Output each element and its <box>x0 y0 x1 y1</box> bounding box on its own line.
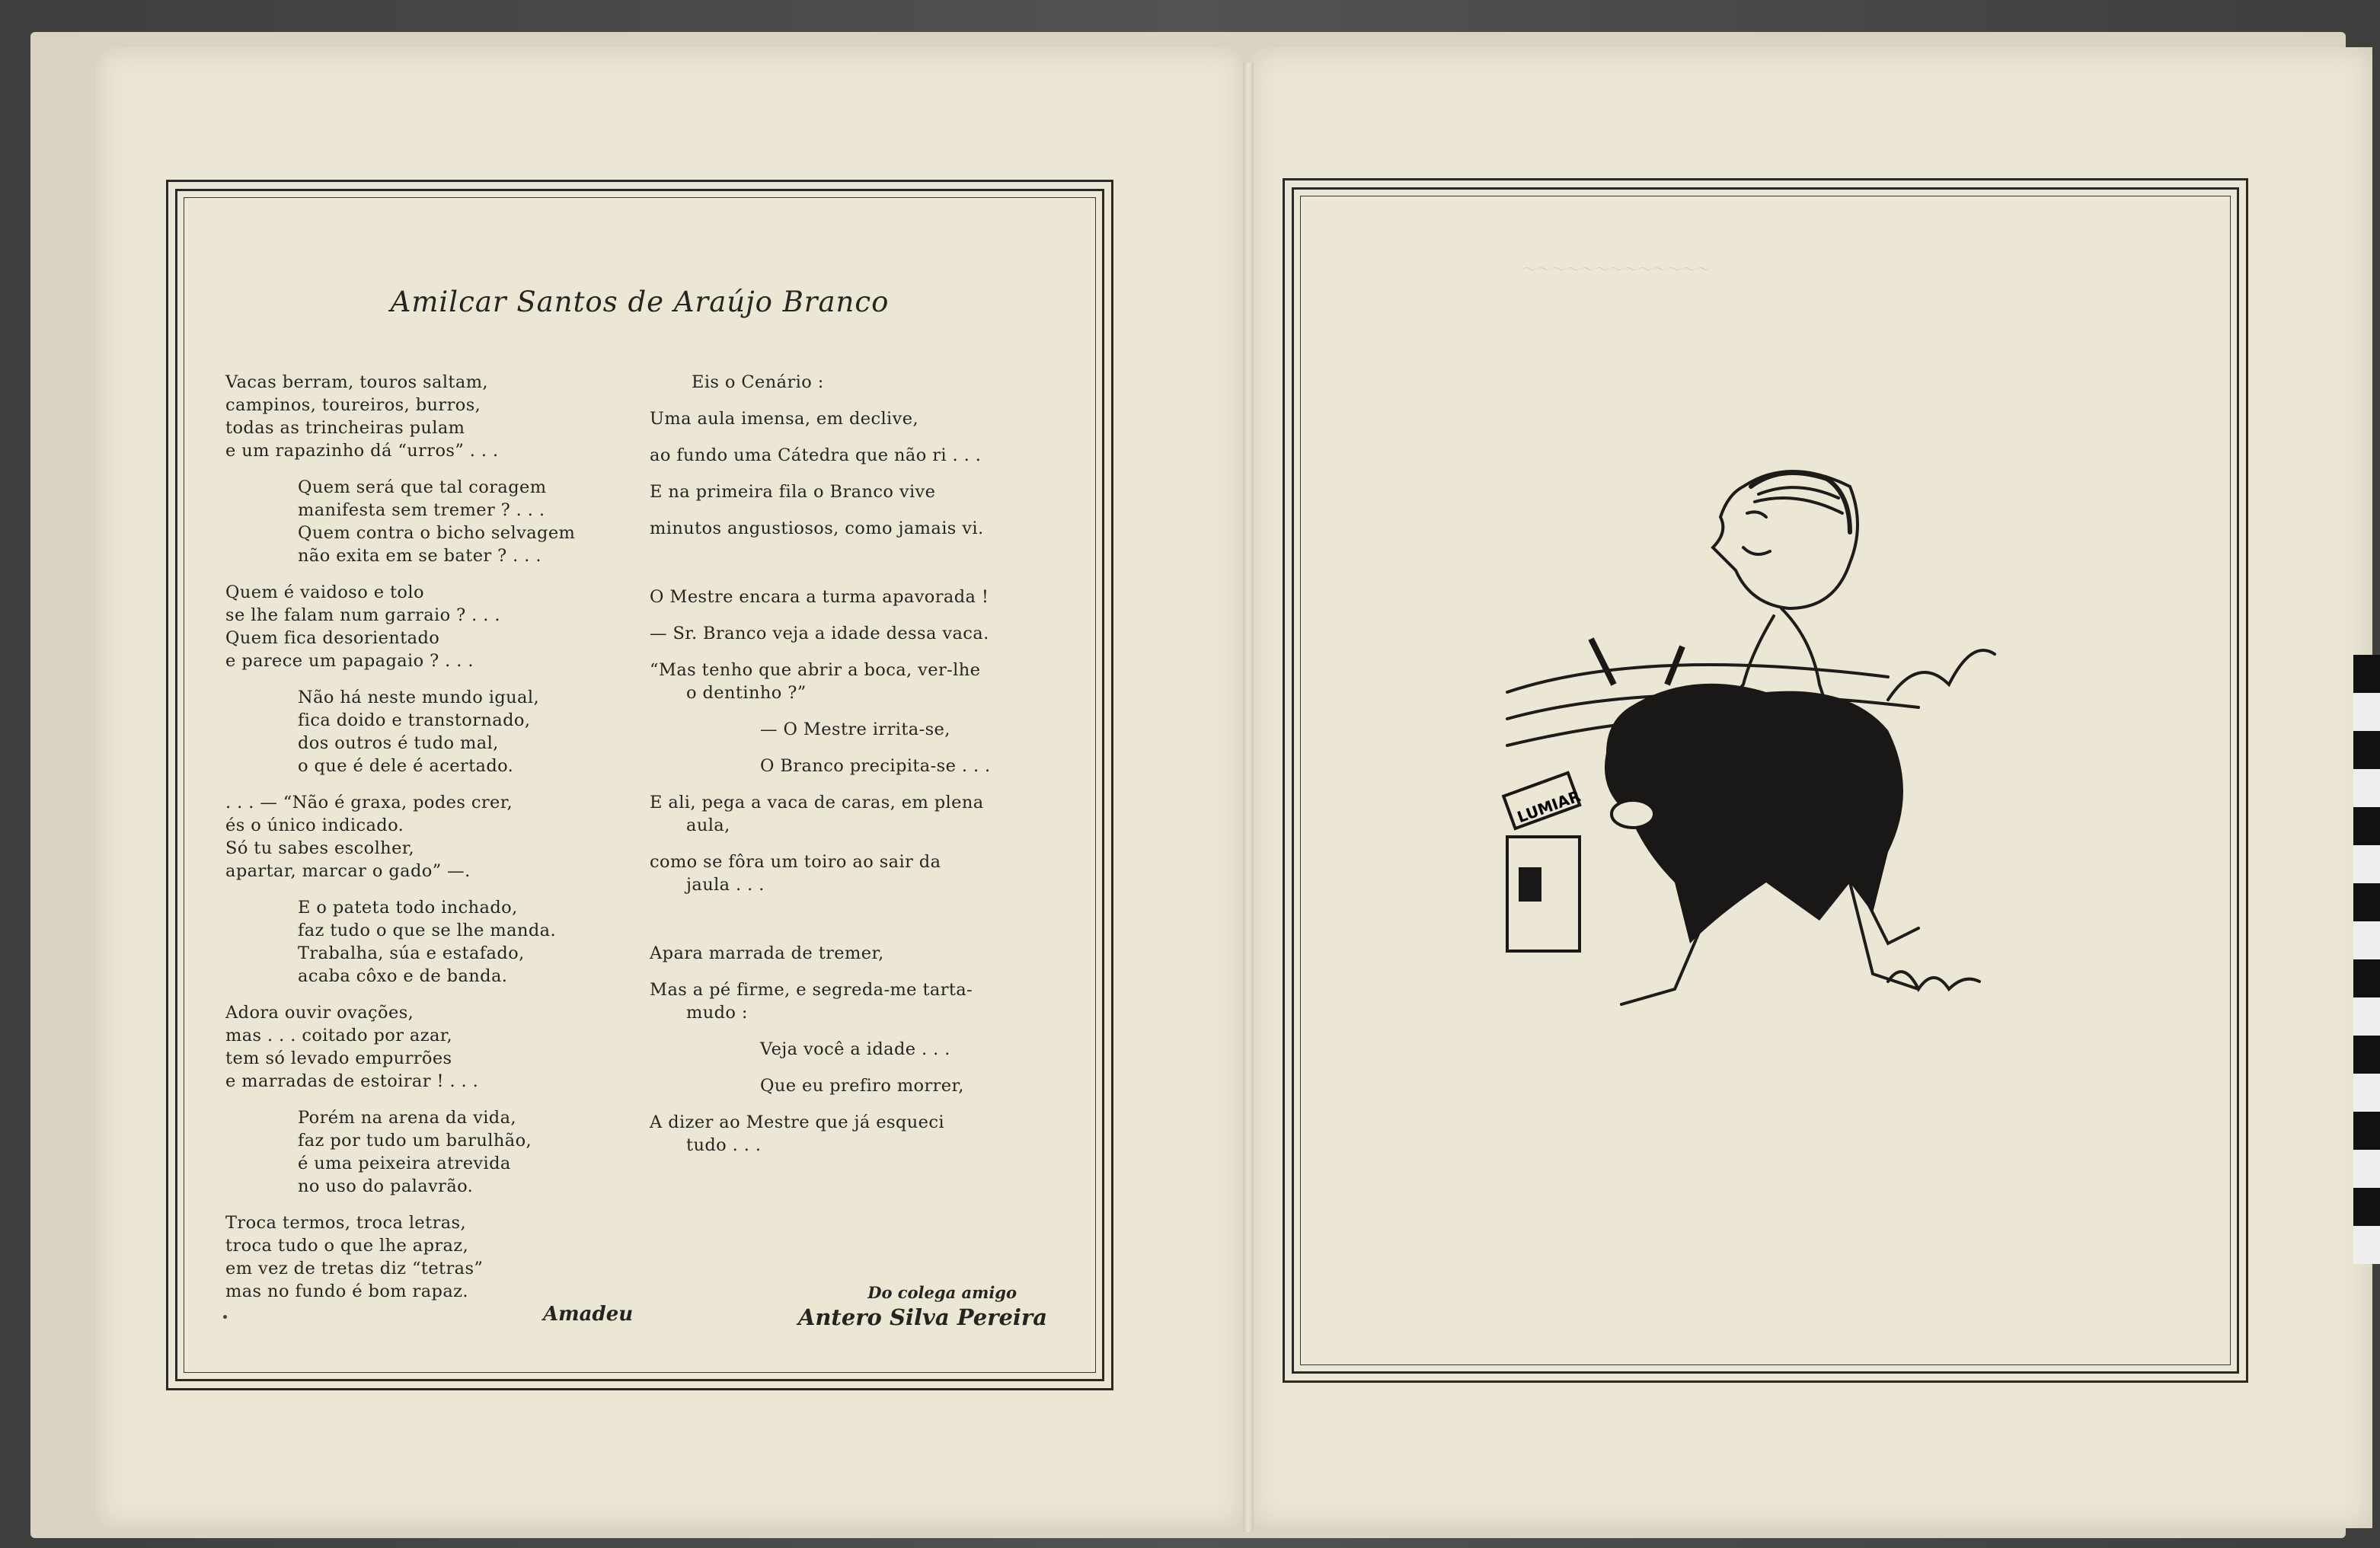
poem-line: E ali, pega a vaca de caras, em plena <box>650 793 984 812</box>
poem-line: ao fundo uma Cátedra que não ri . . . <box>650 445 982 465</box>
poem-line: e marradas de estoirar ! . . . <box>225 1071 479 1091</box>
poem-line: Quem fica desorientado <box>225 628 440 648</box>
poem-line: Não há neste mundo igual, <box>298 688 539 707</box>
artist-signature-scribble <box>1888 972 1979 989</box>
poem-line: jaula . . . <box>686 875 765 895</box>
poem-line: Veja você a idade . . . <box>760 1039 950 1059</box>
poem-line: é uma peixeira atrevida <box>298 1154 511 1173</box>
signature-antero: Antero Silva Pereira <box>797 1304 1047 1330</box>
poem-line: acaba côxo e de banda. <box>298 966 508 986</box>
book-gutter <box>1243 62 1254 1532</box>
bull-snout <box>1612 800 1654 828</box>
poem-stanza <box>225 896 652 988</box>
poem-line: Quem contra o bicho selvagem <box>298 523 576 543</box>
poem-line: Trabalha, súa e estafado, <box>298 943 525 963</box>
poem-line: Quem é vaidoso e tolo <box>225 582 424 602</box>
poem-line: e um rapazinho dá “urros” . . . <box>225 441 499 461</box>
poem-line: faz por tudo um barulhão, <box>298 1131 532 1151</box>
poem-line: Apara marrada de tremer, <box>650 943 884 963</box>
poem-line: Só tu sabes escolher, <box>225 838 415 858</box>
poem-stanza <box>225 1001 652 1093</box>
poem-line: Eis o Cenário : <box>692 372 824 392</box>
poem-line: — O Mestre irrita-se, <box>760 720 950 739</box>
poem-stanza <box>225 371 652 462</box>
lumiar-sign-text: LUMIAR <box>1514 787 1583 827</box>
poem-stanza <box>225 686 652 777</box>
poem-line: no uso do palavrão. <box>298 1176 474 1196</box>
poem-line: o que é dele é acertado. <box>298 756 514 776</box>
bleed-through-text: ～～～～～～～～～～～～～ <box>1522 261 1711 278</box>
poem-stanza <box>225 476 652 567</box>
poem-stanza <box>225 1106 652 1198</box>
poem-line: E o pateta todo inchado, <box>298 898 518 918</box>
poem-line: troca tudo o que lhe apraz, <box>225 1236 469 1256</box>
poem-line: minutos angustiosos, como jamais vi. <box>650 519 984 538</box>
poem-line: Vacas berram, touros saltam, <box>225 372 488 392</box>
left-page-frame <box>175 189 1104 1381</box>
bull-tail <box>1888 650 1995 700</box>
poem-line: se lhe falam num garraio ? . . . <box>225 605 500 625</box>
poem-stanza <box>225 791 652 883</box>
poem-column-left <box>225 371 652 1317</box>
poem-line: Adora ouvir ovações, <box>225 1003 414 1023</box>
right-page-frame <box>1292 187 2239 1374</box>
caricature-illustration <box>1492 456 2025 1065</box>
poem-line: Porém na arena da vida, <box>298 1108 516 1128</box>
poem-line: tudo . . . <box>686 1135 762 1155</box>
poem-line: mas no fundo é bom rapaz. <box>225 1281 468 1301</box>
poem-line: Quem será que tal coragem <box>298 477 547 497</box>
poem-column-right <box>650 371 1046 1170</box>
poem-line: aula, <box>686 815 730 835</box>
poem-line: o dentinho ?” <box>686 683 807 703</box>
signature-dedication: Do colega amigo <box>867 1283 1017 1302</box>
poem-line: “Mas tenho que abrir a boca, ver-lhe <box>650 660 981 680</box>
poem-line: Uma aula imensa, em declive, <box>650 409 919 429</box>
caricature-head <box>1713 471 1858 608</box>
poem-line: — Sr. Branco veja a idade dessa vaca. <box>650 624 989 643</box>
poem-line: tem só levado empurrões <box>225 1048 452 1068</box>
poem-stanza <box>225 581 652 672</box>
poem-line: és o único indicado. <box>225 815 404 835</box>
poem-line: campinos, toureiros, burros, <box>225 395 481 415</box>
poem-line: em vez de tretas diz “tetras” <box>225 1259 484 1278</box>
poem-line: e parece um papagaio ? . . . <box>225 651 474 671</box>
poem-line: Mas a pé firme, e segreda-me tarta- <box>650 980 973 1000</box>
poem-line: faz tudo o que se lhe manda. <box>298 921 557 940</box>
poem-line: apartar, marcar o gado” —. <box>225 861 471 881</box>
tram-car <box>1507 837 1580 951</box>
poem-line: manifesta sem tremer ? . . . <box>298 500 545 520</box>
poem-title: Amilcar Santos de Araújo Branco <box>390 286 890 318</box>
poem-line: mas . . . coitado por azar, <box>225 1026 453 1045</box>
poem-line: mudo : <box>686 1003 748 1023</box>
signature-amadeu: Amadeu <box>543 1303 634 1326</box>
tram-window <box>1519 867 1541 902</box>
poem-line: Que eu prefiro morrer, <box>760 1076 964 1096</box>
poem-line: fica doido e transtornado, <box>298 710 531 730</box>
poem-line: Troca termos, troca letras, <box>225 1213 467 1233</box>
poem-line: não exita em se bater ? . . . <box>298 546 541 566</box>
poem-line: todas as trincheiras pulam <box>225 418 465 438</box>
poem-line: O Branco precipita-se . . . <box>760 756 991 776</box>
poem-line: E na primeira fila o Branco vive <box>650 482 936 502</box>
poem-line: O Mestre encara a turma apavorada ! <box>650 587 989 607</box>
poem-line: dos outros é tudo mal, <box>298 733 499 753</box>
poem-line: . . . — “Não é graxa, podes crer, <box>225 793 513 812</box>
poem-line: como se fôra um toiro ao sair da <box>650 852 941 872</box>
bull-horns <box>1591 639 1682 685</box>
scan-color-ruler <box>2353 655 2380 1264</box>
poem-line: A dizer ao Mestre que já esqueci <box>650 1112 944 1132</box>
